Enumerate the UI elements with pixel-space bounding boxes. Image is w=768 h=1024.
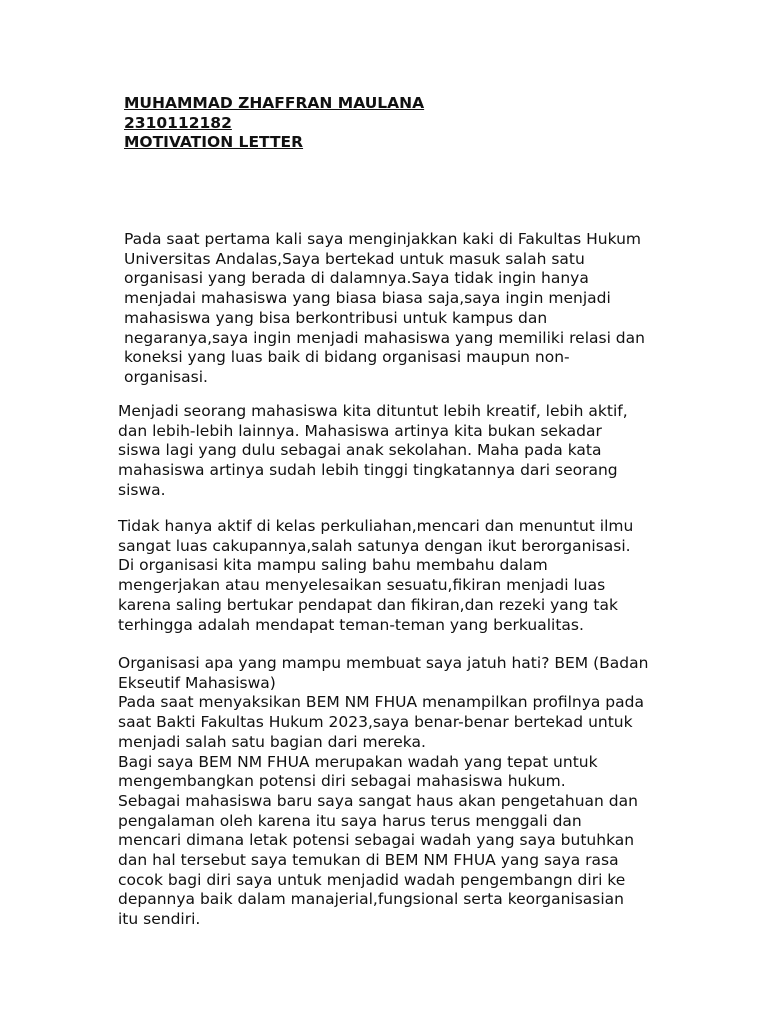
document-title: MOTIVATION LETTER — [124, 133, 304, 151]
paragraph-intro: Pada saat pertama kali saya menginjakkan kaki di Fakultas Hukum Universitas Andalas,Saya bertekad untuk masuk salah satu organisasi yang berada di dalamnya.Saya tidak ingin hanya menjadai mahasiswa yang biasa biasa saja,saya ingin menjadi mahasiswa yang bisa berkontribusi untuk kampus dan negaranya,saya ingin menjadi mahasiswa yang memiliki relasi dan koneksi yang luas baik di bidang organisasi maupun non- organisasi. — [124, 230, 645, 386]
paragraph-bem-motivation: Organisasi apa yang mampu membuat saya jatuh hati? BEM (Badan Ekseutif Mahasiswa) Pada saat menyaksikan BEM NM FHUA menampilkan profilnya pada saat Bakti Fakultas Hukum 2023,saya benar-benar bertekad untuk menjadi salah satu bagian dari mereka. Bagi saya BEM NM FHUA merupakan wadah yang tepat untuk mengembangkan potensi diri sebagai mahasiswa hukum. Sebagai mahasiswa baru saya sangat haus akan pengetahuan dan pengalaman oleh karena itu saya harus terus menggali dan mencari dimana letak potensi sebagai wadah yang saya butuhkan dan hal tersebut saya temukan di BEM NM FHUA yang saya rasa cocok bagi diri saya untuk menjadid wadah pengembangn diri ke depannya baik dalam manajerial,fungsional serta keorganisasian itu sendiri. — [118, 654, 649, 929]
author-name: MUHAMMAD ZHAFFRAN MAULANA — [124, 94, 425, 112]
paragraph-organization-benefits: Tidak hanya aktif di kelas perkuliahan,mencari dan menuntut ilmu sangat luas cakupannya,salah satunya dengan ikut berorganisasi. Di organisasi kita mampu saling bahu membahu dalam mengerjakan atau menyelesaikan sesuatu,fikiran menjadi luas karena saling bertukar pendapat dan fikiran,dan rezeki yang tak terhingga adalah mendapat teman-teman yang berkualitas. — [118, 517, 634, 634]
paragraph-student-role: Menjadi seorang mahasiswa kita dituntut lebih kreatif, lebih aktif, dan lebih-lebih lainnya. Mahasiswa artinya kita bukan sekadar siswa lagi yang dulu sebagai anak sekolahan. Maha pada kata mahasiswa artinya sudah lebih tinggi tingkatannya dari seorang siswa. — [118, 402, 628, 499]
student-id: 2310112182 — [124, 113, 232, 132]
letter-header — [124, 94, 684, 153]
